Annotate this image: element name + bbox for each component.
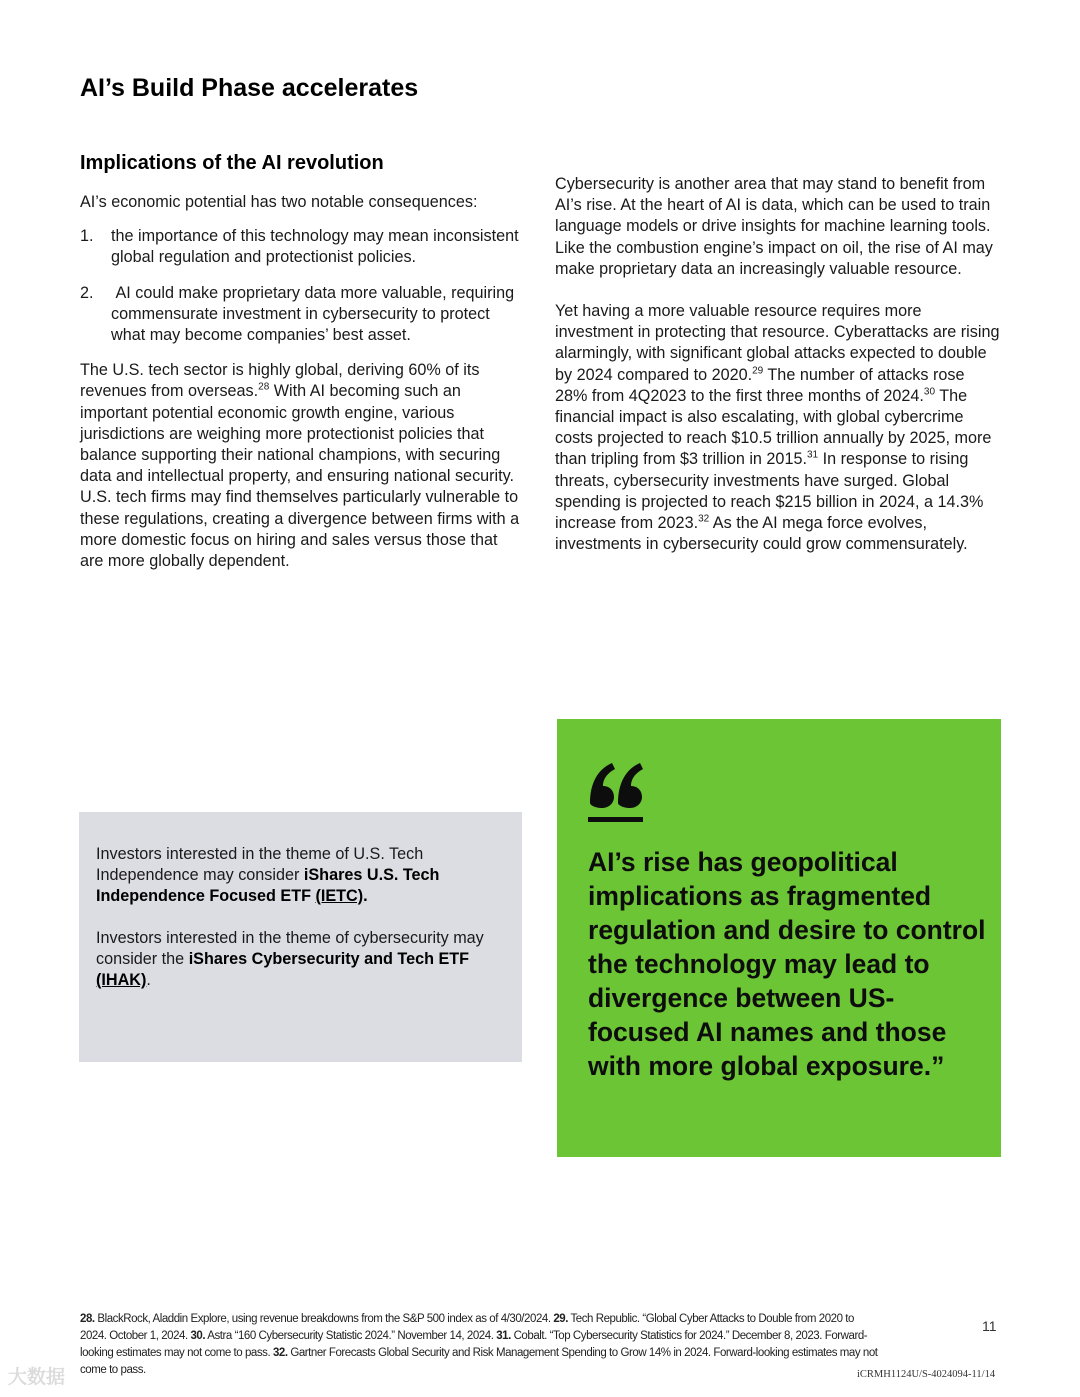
footnote-number: 28. <box>80 1313 95 1325</box>
list-item <box>80 283 520 347</box>
callout-text: Investors interested in the theme of cybersecurity may consider the <box>96 929 484 968</box>
ietc-callout <box>96 844 506 907</box>
consequences-list <box>80 226 520 346</box>
tech-sector-paragraph <box>80 360 520 572</box>
footnote-ref: 32 <box>698 513 710 525</box>
callout-text: Investors interested in the theme of U.S. Tech Independence may consider <box>96 845 424 884</box>
cybersecurity-paragraph: Cybersecurity is another area that may stand to benefit from AI’s rise. At the heart of AI is data, which can be used to train language models or drive insights for machine learning tools. Like the combustion engine’s impact on oil, the rise of AI may make proprietary data an increasingly valuable resource. <box>555 175 993 278</box>
list-text: the importance of this technology may mean inconsistent global regulation and protectionist policies. <box>111 227 519 267</box>
list-item <box>80 226 520 268</box>
para-text: With AI becoming such an important potential economic growth engine, various jurisdictions are weighing more protectionist policies that balance supporting their national champions, with securing data and intellectual property, and ensuring national security. U.S. tech firms may find themselves particularly vulnerable to these regulations, creating a divergence between firms with a more domestic focus on hiring and sales versus those that are more globally dependent. <box>80 382 520 571</box>
footnote-text: Gartner Forecasts Global Security and Risk Management Spending to Grow 14% in 2024. Forward-looking estimates may not come to pass. <box>80 1347 878 1376</box>
period: . <box>146 971 151 989</box>
footnote-text: Astra “160 Cybersecurity Statistic 2024.” November 14, 2024. <box>205 1330 497 1342</box>
ihak-callout <box>96 928 506 991</box>
footnote-ref: 30 <box>923 386 936 398</box>
footnote-number: 30. <box>190 1330 206 1342</box>
fund-name: iShares Cybersecurity and Tech ETF <box>188 950 470 968</box>
footnote-ref: 29 <box>752 365 764 377</box>
period: . <box>363 887 368 905</box>
footnote-number: 31. <box>496 1330 511 1342</box>
list-text: AI could make proprietary data more valuable, requiring commensurate investment in cybersecurity to protect what may become companies’ best asset. <box>111 283 519 345</box>
section-title: Implications of the AI revolution <box>80 152 384 174</box>
para-text: The number of attacks rose 28% from 4Q2023 to the first three months of 2024. <box>555 365 965 405</box>
page-title: AI’s Build Phase accelerates <box>80 74 419 102</box>
quotation-mark-icon <box>588 759 644 825</box>
para-text: In response to rising threats, cybersecurity investments have surged. Global spending is projected to reach $215 billion in 2024, a 14.3% increase from 2023. <box>555 450 984 533</box>
para-text: The U.S. tech sector is highly global, deriving 60% of its revenues from overseas. <box>80 361 480 401</box>
footnotes <box>80 1311 880 1379</box>
document-code: iCRMH1124U/S-4024094-11/14 <box>857 1369 996 1380</box>
list-number: 1. <box>80 227 94 246</box>
watermark: 大数据 <box>8 1367 66 1388</box>
etf-callout-box <box>79 812 522 1062</box>
quote-box <box>557 719 1001 1157</box>
footnote-number: 29. <box>553 1313 568 1325</box>
intro-paragraph: AI’s economic potential has two notable consequences: <box>80 193 478 211</box>
footnote-ref: 31 <box>806 450 819 462</box>
ihak-link[interactable]: (IHAK) <box>96 971 147 989</box>
right-column <box>555 174 1000 555</box>
para-text: The financial impact is also escalating, with global cybercrime costs projected to reach $10.5 trillion annually by 2025, more than tripling from $3 trillion in 2015. <box>555 386 992 469</box>
page-number: 11 <box>982 1318 997 1334</box>
pull-quote: AI’s rise has geopolitical implications as fragmented regulation and desire to control the technology may lead to divergence between US-focused AI names and those with more global exposure.” <box>588 847 986 1081</box>
footnote-text: Tech Republic. “Global Cyber Attacks to Double from 2020 to 2024. October 1, 2024. <box>80 1313 854 1342</box>
footnote-ref: 28 <box>258 382 270 394</box>
cyberattacks-paragraph <box>555 301 1000 555</box>
left-column <box>80 192 520 572</box>
footnote-text: BlackRock, Aladdin Explore, using revenue breakdowns from the S&P 500 index as of 4/30/2024. <box>94 1313 554 1325</box>
footnote-text: Cobalt. “Top Cybersecurity Statistics for 2024.” December 8, 2023. Forward-looking estimates may not come to pass. <box>80 1330 868 1359</box>
footnote-number: 32. <box>272 1347 288 1359</box>
para-text: As the AI mega force evolves, investments in cybersecurity could grow commensurately. <box>555 514 968 554</box>
fund-name: iShares U.S. Tech Independence Focused ETF <box>96 866 440 905</box>
ietc-link[interactable]: (IETC) <box>315 887 364 905</box>
list-number: 2. <box>80 283 94 302</box>
para-text: Yet having a more valuable resource requires more investment in protecting that resource. Cyberattacks are rising alarmingly, with significant global attacks expected to double by 2024 compared to 2020. <box>555 302 1000 384</box>
